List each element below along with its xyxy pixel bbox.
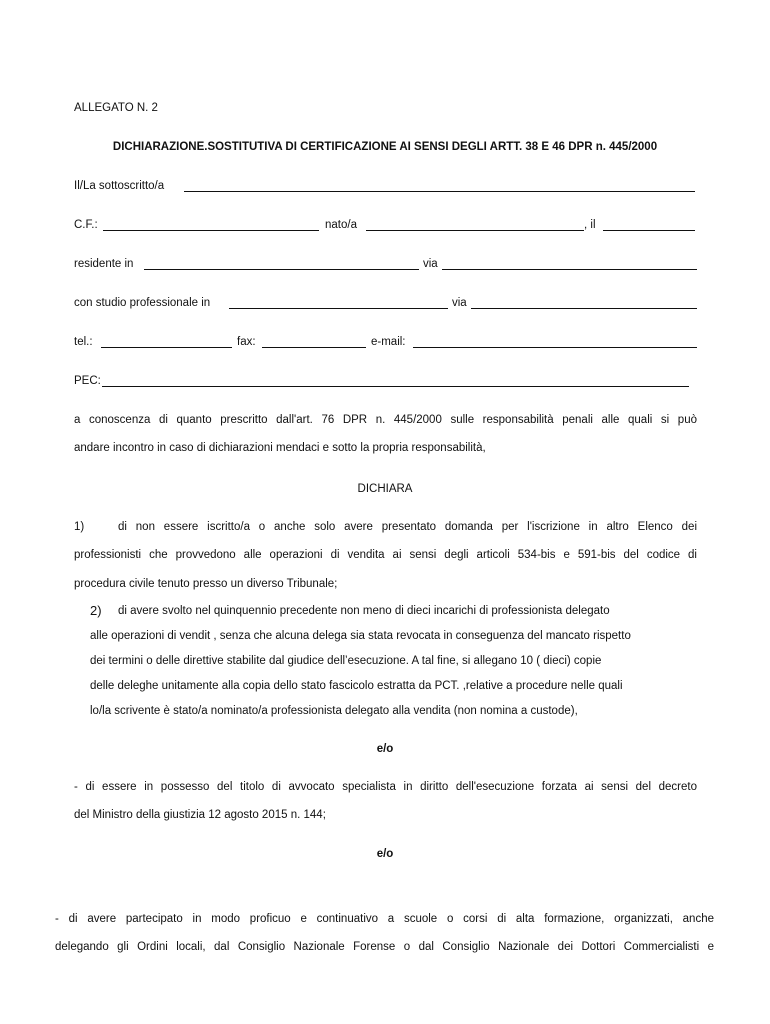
item1-number: 1) [74,521,85,533]
via-blank[interactable] [442,257,697,270]
item2-line-2: alle operazioni di vendit , senza che alcuna delega sia stata revocata in conseguenza del mancato rispetto [90,630,631,642]
via-label: via [423,258,438,270]
residente-label: residente in [74,258,134,270]
conoscenza-line-2: andare incontro in caso di dichiarazioni mendaci e sotto la propria responsabilità, [74,442,486,454]
eo-separator-2: e/o [376,848,394,860]
formazione-line-1: - di avere partecipato in modo proficuo e continuativo a scuole o corsi di alta formazione, organizzati, anche [55,913,714,925]
item1-line-1: di non essere iscritto/a o anche solo avere presentato domanda per l'iscrizione in altro Elenco dei [118,521,697,533]
fax-label: fax: [237,336,256,348]
document-title: DICHIARAZIONE.SOSTITUTIVA DI CERTIFICAZIONE AI SENSI DEGLI ARTT. 38 E 46 DPR n. 445/2000 [112,141,658,153]
item2-number: 2) [90,603,102,618]
pec-label: PEC: [74,375,101,387]
cf-blank[interactable] [103,218,319,231]
conoscenza-line-1: a conoscenza di quanto prescritto dall'art. 76 DPR n. 445/2000 sulle responsabilità penali alle quali si può [74,414,697,426]
il-label: , il [584,219,596,231]
nato-label: nato/a [325,219,357,231]
item2-line-5: lo/la scrivente è stato/a nominato/a professionista delegato alla vendita (non nomina a custode), [90,705,578,717]
item2-line-3: dei termini o delle direttive stabilite dal giudice dell’esecuzione. A tal fine, si allegano 10 ( dieci) copie [90,655,602,667]
residente-blank[interactable] [144,257,419,270]
sottoscritto-blank[interactable] [184,179,695,192]
item2-line-1: di avere svolto nel quinquennio precedente non meno di dieci incarichi di professionista delegato [118,605,610,617]
nato-blank[interactable] [366,218,584,231]
fax-blank[interactable] [262,335,366,348]
tel-label: tel.: [74,336,93,348]
sottoscritto-label: Il/La sottoscritto/a [74,180,165,192]
item1-line-3: procedura civile tenuto presso un diverso Tribunale; [74,578,338,590]
dichiara-heading: DICHIARA [357,483,413,495]
via2-blank[interactable] [471,296,697,309]
item2-line-4: delle deleghe unitamente alla copia dello stato fascicolo estratta da PCT. ,relative a procedure nelle quali [90,680,623,692]
item1-line-2: professionisti che provvedono alle operazioni di vendita ai sensi degli articoli 534-bis e 591-bis del codice di [74,549,697,561]
pec-blank[interactable] [102,374,689,387]
via2-label: via [452,297,467,309]
specialista-line-1: - di essere in possesso del titolo di avvocato specialista in diritto dell'esecuzione forzata ai sensi del decreto [74,781,697,793]
email-blank[interactable] [413,335,697,348]
allegato-label: ALLEGATO N. 2 [74,102,158,114]
specialista-line-2: del Ministro della giustizia 12 agosto 2015 n. 144; [74,809,326,821]
studio-blank[interactable] [229,296,448,309]
cf-label: C.F.: [74,219,98,231]
tel-blank[interactable] [101,335,232,348]
eo-separator-1: e/o [376,743,394,755]
data-nascita-blank[interactable] [603,218,695,231]
formazione-line-2: delegando gli Ordini locali, dal Consiglio Nazionale Forense o dal Consiglio Nazionale dei Dottori Commercialisti e [55,941,714,953]
studio-label: con studio professionale in [74,297,211,309]
email-label: e-mail: [371,336,406,348]
